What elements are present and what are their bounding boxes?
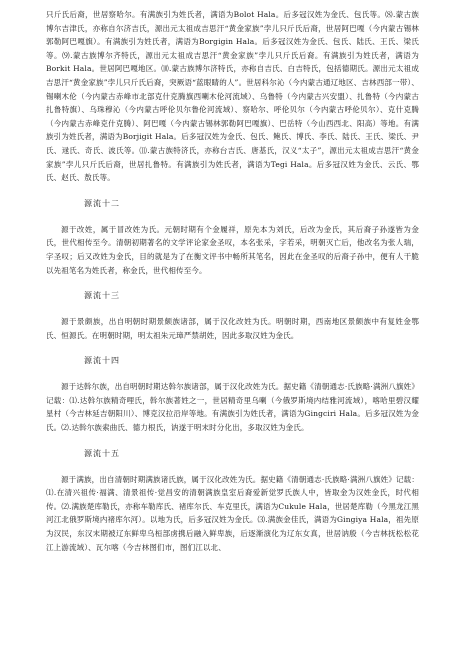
section-heading: 源流十五	[84, 448, 120, 458]
body-paragraph: 只斤氏后裔，世居察哈尔。有满族引为姓氏者，满语为Bolot Hala。后多冠汉姓为金氏、包氏等。⑻.蒙古族博尔吉津氏，亦称自尔济吉氏，源出元太祖成吉思汗“黄金家族”孛儿只斤氏后裔，世居阿巴嘎（今内蒙古锡林郭勒阿巴嘎旗）。有满族引为姓氏者，满语为Borgigin Hala。后多冠汉姓为金氏、包氏、陆氏、王氏、梁氏等。⑼.蒙古族博尔齐特氏，源出元太祖成吉思汗“黄金家族”孛儿只斤氏后裔。有满族引为姓氏者，满语为Borkit Hala。世居阿巴嘎地区。⑽.蒙古族博尔济特氏，亦称自吉氏、白吉特氏，包括德期氏。源出元太祖成吉思汗“黄金家族”孛儿只斤氏后裔，突厥语“蓝眼睛的人”。世居科尔沁（今内蒙古通辽地区、吉林西部一带）、锡喇木伦（今内蒙古赤峰市北部克什克腾旗西喇木伦河流域）、乌鲁特（今内蒙古兴安盟）、扎鲁特（今内蒙古扎鲁特旗）、乌珠穆沁（今内蒙古呼伦贝尔鲁伦河流域）、察哈尔、呼伦贝尔（今内蒙古呼伦贝尔）、克什克腾（今内蒙古赤峰克什克腾）、阿巴嘎（今内蒙古锡林郭勒阿巴嘎旗）、巴岳特（今山西西北、阳高）等地。有满族引为姓氏者，满语为Borjigit Hala。后多冠汉姓为金氏、包氏、鲍氏、博氏、李氏、陆氏、王氏、梁氏、尹氏、逯氏、奇氏、波氏等。⑾.蒙古族特济氏，亦称台吉氏、唐基氏，汉义“太子”，源出元太祖成吉思汗“黄金家族”孛儿只斤氏后裔，世居扎鲁特。有满族引为姓氏者，满语为Tegi Hala。后多冠汉姓为金氏、云氏、鄂氏、赵氏、敖氏等。	[46, 10, 419, 183]
body-paragraph: 源于改姓，属于冒改姓为氏。元朝时期有个金履祥，原先本为刘氏，后改为金氏，其后裔子孙遂皆为金氏，世代相传至今。清朝初期著名的文学评论家金圣叹，本名张采，字若采，明朝灭亡后，他改名为张人瑞，字圣叹；后又改姓为金氏，目的就是为了在衡文评书中畅所其笔名，因此在金圣叹的后裔子孙中，便有人干脆以先祖笔名为姓氏者，称金氏，世代相传至今。	[46, 224, 419, 275]
body-paragraph: 源于达斡尔族，出自明朝时期达斡尔族诸部，属于汉化改姓为氏。据史籍《清朝通志·氏族略·满洲八旗姓》记载：⑴.达斡尔族精奇哩氏，斡尔族著姓之一，世居精奇里乌喇（今俄罗斯境内结雅河流域），喀哈里碧汉耀星村（今吉林延吉朝阳川）、博克汉拉沿岸等地。有满族引为姓氏者，满语为Gingciri Hala。后多冠汉姓为金氏。⑵.达斡尔族索曲氏、德力根氏，讷遂于明末时分化出，多取汉姓为金氏。	[46, 382, 419, 433]
section-heading: 源流十四	[84, 356, 120, 366]
section-heading: 源流十三	[84, 291, 120, 301]
body-paragraph: 源于景颇族，出自明朝时期景颇族诸部，属于汉化改姓为氏。明朝时期，西南地区景颇族中有复姓金鄂氏、恒源氏。在明朝时期，明太祖朱元璋严禁胡姓，因此多取汉姓为金氏。	[46, 317, 419, 340]
body-paragraph: 源于满族，出自清朝时期满族诸氏族，属于汉化改姓为氏。据史籍《清朝通志·氏族略·满洲八旗姓》记载：⑴.在清兴祖传·福满、清景祖传·觉昌安的清朝满族皇室后裔爱新觉罗氏族人中，皆取金为汉姓金氏，时代相传。⑵.满族楚库勒氏，亦称车勒库氏、褚库尔氏、车克里氏，满语为Cukule Hala，世居楚库勒（今黑龙江黑河江北俄罗斯境内褚库尔河）。以地为氏，后多冠汉姓为金氏。⑶.满族金佳氏，满语为Gingiya Hala，祖先原为汉民，东汉末期被辽东鲜卑乌桓部虏携后融入鲜卑族，后逐渐演化为辽东女真，世居讷殷（今吉林抚松松花江上游流域）、瓦尔喀（今吉林图们市，图们江以北、	[46, 474, 419, 552]
section-heading: 源流十二	[84, 198, 120, 208]
